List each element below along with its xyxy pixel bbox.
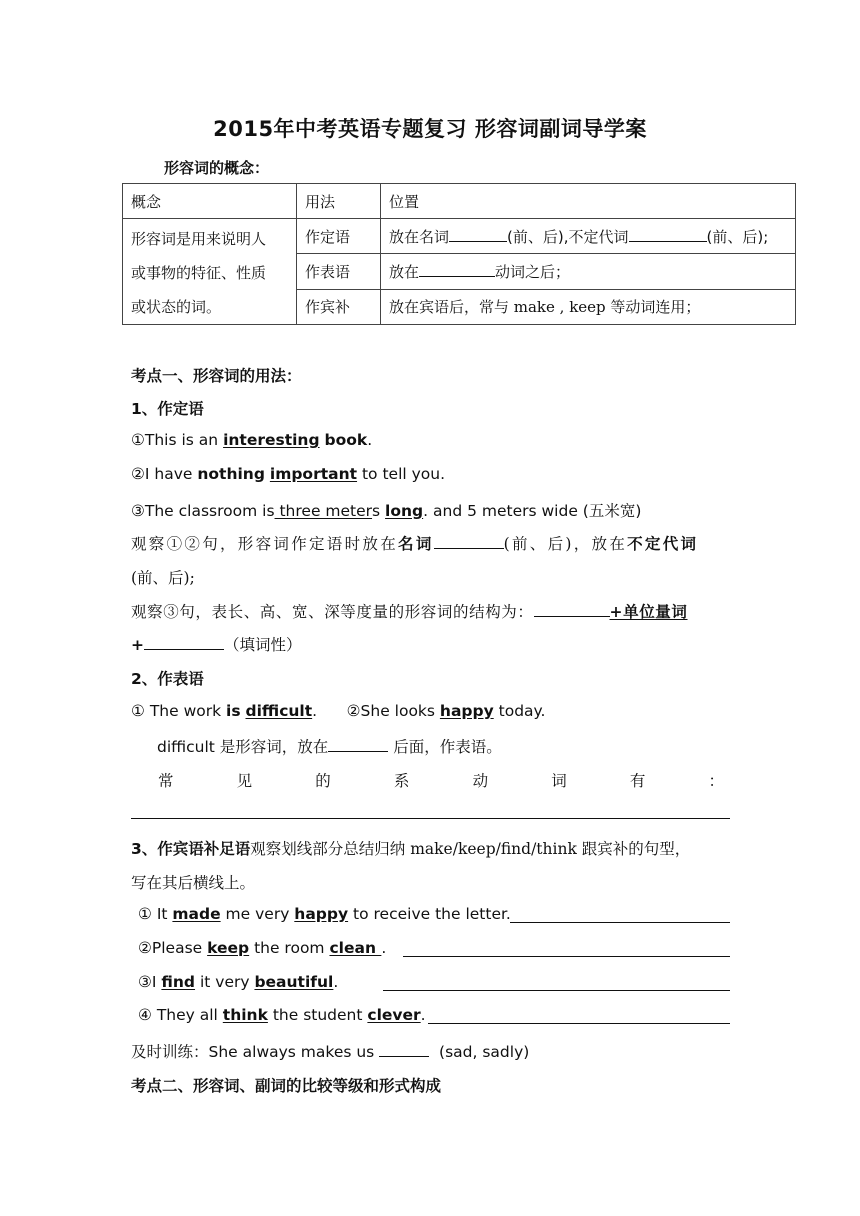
concept-definition — [123, 219, 297, 325]
position-text: 动词之后； — [495, 262, 571, 281]
example-5: ① It made me very happy to receive the letter. — [138, 905, 511, 923]
sub-heading-predicative: 2、作表语 — [131, 670, 204, 688]
position-text: (前、后),不定代词 — [507, 227, 629, 246]
position-text: 放在名词 — [389, 227, 450, 246]
answer-line[interactable] — [383, 990, 730, 991]
usage-predicative: 作表语 — [297, 254, 381, 289]
table-row — [123, 219, 796, 254]
sub-heading-attributive: 1、作定语 — [131, 400, 204, 418]
answer-line[interactable] — [510, 922, 730, 923]
answer-line[interactable] — [403, 956, 730, 957]
concept-heading: 形容词的概念： — [164, 159, 270, 177]
fill-blank[interactable] — [534, 602, 610, 617]
page-title: 2015年中考英语专题复习 形容词副词导学案 — [213, 117, 647, 141]
fill-blank[interactable] — [379, 1042, 429, 1057]
position-text: 放在 — [389, 262, 420, 281]
point1-heading: 考点一、形容词的用法： — [131, 366, 302, 385]
fill-blank[interactable] — [434, 534, 504, 549]
example-7: ③I find it very beautiful. — [138, 973, 339, 991]
concept-line: 或事物的特征、性质 — [131, 264, 267, 282]
example-2: ②I have nothing important to tell you. — [131, 465, 446, 483]
observation-2: 观察③句，表长、高、宽、深等度量的形容词的结构为： +单位量词 — [131, 602, 688, 621]
concept-line: 形容词是用来说明人 — [131, 230, 267, 248]
fill-blank[interactable] — [419, 262, 495, 277]
example-4: ① The work is difficult. ②She looks happy today. — [131, 702, 546, 720]
example-8: ④ They all think the student clever. — [138, 1006, 426, 1024]
predicative-note: difficult 是形容词，放在 后面，作表语。 — [157, 738, 502, 756]
position-text: 放在宾语后，常与 make , keep 等动词连用； — [389, 298, 701, 317]
answer-line[interactable] — [131, 818, 730, 819]
header-concept: 概念 — [123, 184, 297, 219]
example-3: ③The classroom is three meters long. and 5 meters wide (五米宽) — [131, 502, 642, 520]
usage-complement: 作宾补 — [297, 289, 381, 324]
fill-blank[interactable] — [629, 227, 707, 242]
example-1: ①This is an interesting book. — [131, 431, 373, 449]
linking-verbs-line: 常 见 的 系 动 词 有 ： — [158, 772, 724, 790]
sub-heading-complement-cont: 写在其后横线上。 — [131, 874, 256, 892]
observation-1: 观察①②句，形容词作定语时放在名词 (前、后)，放在不定代词 — [131, 534, 699, 553]
position-attributive — [381, 219, 796, 254]
point2-heading: 考点二、形容词、副词的比较等级和形式构成 — [131, 1076, 442, 1095]
observation-1-cont: (前、后); — [131, 569, 195, 587]
concept-table — [122, 183, 796, 325]
practice-line: 及时训练：She always makes us (sad, sadly) — [131, 1043, 530, 1061]
position-text: (前、后); — [706, 227, 769, 246]
answer-line[interactable] — [428, 1023, 730, 1024]
header-position: 位置 — [381, 184, 796, 219]
sub-heading-complement: 3、作宾语补足语观察划线部分总结归纳 make/keep/find/think 跟宾补的句型， — [131, 840, 691, 858]
fill-blank[interactable] — [144, 635, 224, 650]
position-complement — [381, 289, 796, 324]
concept-line: 或状态的词。 — [131, 298, 222, 316]
header-usage: 用法 — [297, 184, 381, 219]
table-header-row — [123, 184, 796, 219]
example-6: ②Please keep the room clean . — [138, 939, 387, 957]
fill-blank[interactable] — [328, 737, 388, 752]
usage-attributive: 作定语 — [297, 219, 381, 254]
observation-2-cont: + （填词性） — [131, 636, 302, 654]
position-predicative — [381, 254, 796, 289]
fill-blank[interactable] — [449, 227, 507, 242]
